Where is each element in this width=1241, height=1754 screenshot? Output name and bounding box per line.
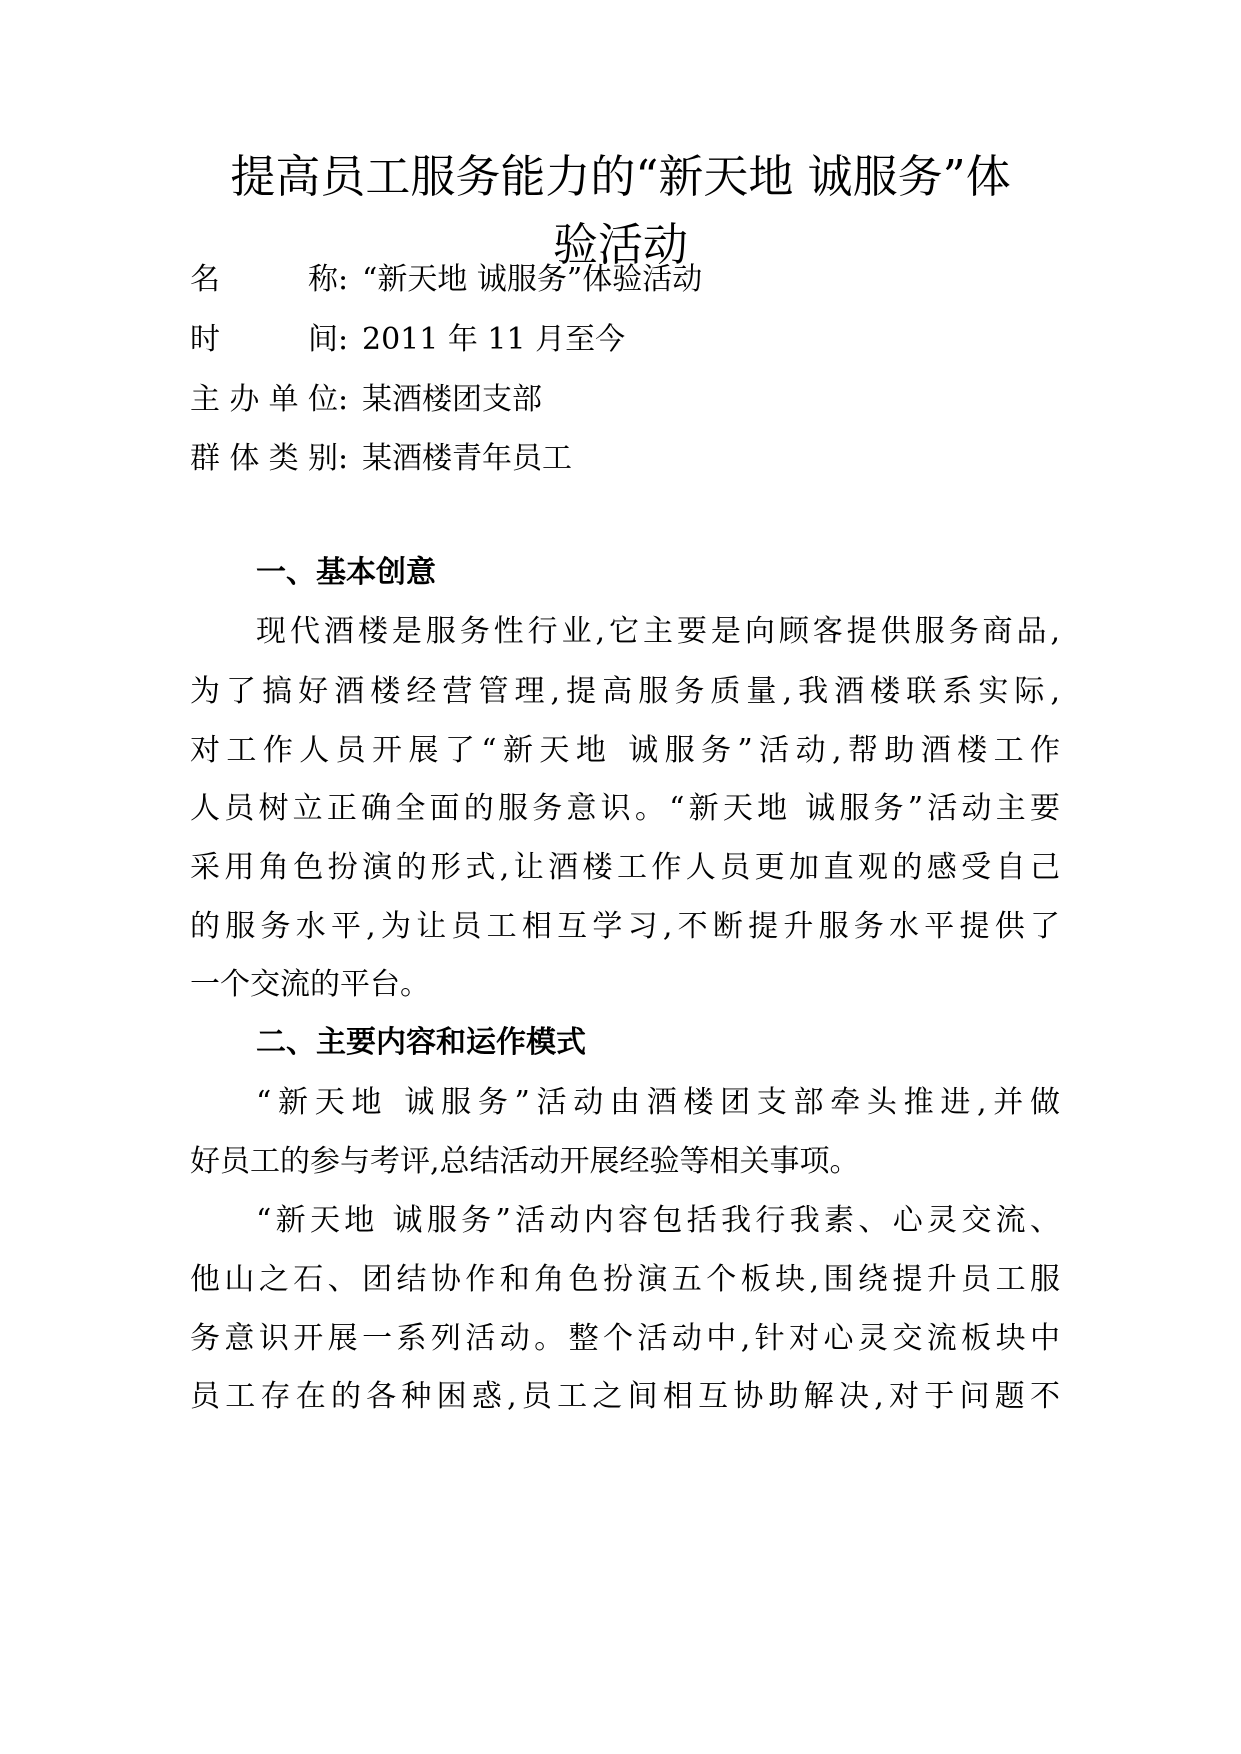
paragraph-line: 他山之石、团结协作和角色扮演五个板块,围绕提升员工服 [190,1262,1060,1297]
meta-colon: : [338,322,349,357]
paragraph-line: “新天地 诚服务”活动由酒楼团支部牵头推进,并做 [256,1085,1060,1120]
meta-colon: : [338,382,349,417]
paragraph-line: 人员树立正确全面的服务意识。“新天地 诚服务”活动主要 [190,791,1060,826]
meta-value: 2011 年 11 月至今 [362,322,626,357]
meta-label: 名称 [190,262,338,297]
meta-value: 某酒楼青年员工 [362,441,572,476]
meta-row-organizer [190,382,542,418]
meta-row-time [190,322,625,358]
meta-colon: : [338,441,349,476]
meta-colon: : [338,262,349,297]
document-title-line-1: 提高员工服务能力的“新天地 诚服务”体 [230,150,1011,203]
meta-row-name [190,262,702,298]
document-title-line-2: 验活动 [552,218,688,271]
meta-label: 主办单位 [190,382,338,417]
section-heading-content-mode: 二、主要内容和运作模式 [256,1025,586,1060]
paragraph-line: 现代酒楼是服务性行业,它主要是向顾客提供服务商品, [256,614,1060,649]
paragraph-line: 对工作人员开展了“新天地 诚服务”活动,帮助酒楼工作 [190,733,1060,768]
paragraph-line: 为了搞好酒楼经营管理,提高服务质量,我酒楼联系实际, [190,674,1060,709]
paragraph-line: 一个交流的平台。 [190,967,430,1002]
paragraph-line: 的服务水平,为让员工相互学习,不断提升服务水平提供了 [190,909,1060,944]
meta-label: 群体类别 [190,441,338,476]
section-heading-basic-idea: 一、基本创意 [256,555,436,590]
meta-row-group [190,441,572,477]
paragraph-line: 务意识开展一系列活动。整个活动中,针对心灵交流板块中 [190,1321,1060,1356]
meta-value: 某酒楼团支部 [362,382,542,417]
paragraph-line: 员工存在的各种困惑,员工之间相互协助解决,对于问题不 [190,1379,1060,1414]
paragraph-line: 好员工的参与考评,总结活动开展经验等相关事项。 [190,1144,860,1179]
meta-value: “新天地 诚服务”体验活动 [362,262,703,297]
paragraph-line: 采用角色扮演的形式,让酒楼工作人员更加直观的感受自己 [190,850,1060,885]
meta-label: 时间 [190,322,338,357]
paragraph-line: “新天地 诚服务”活动内容包括我行我素、心灵交流、 [256,1203,1060,1238]
